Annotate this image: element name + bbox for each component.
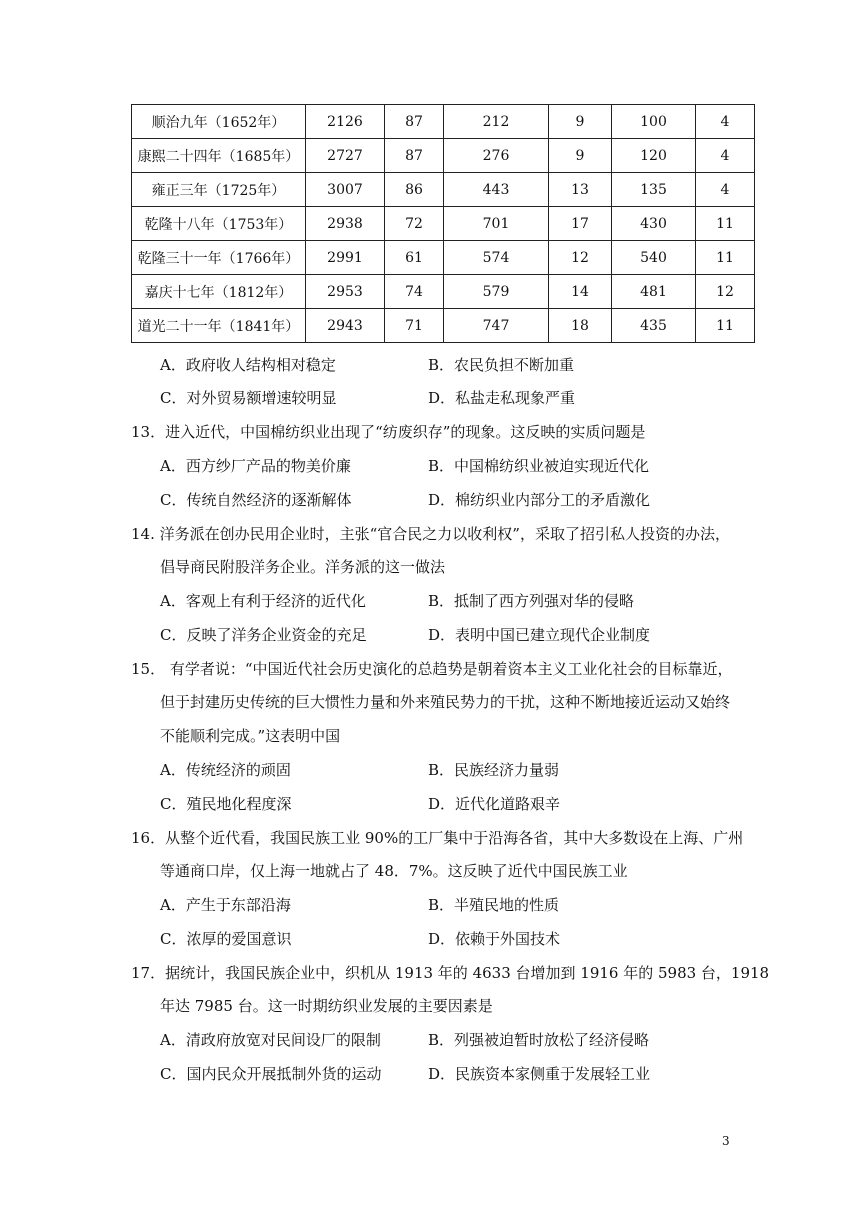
table-cell-period: 嘉庆十七年（1812年） [132,275,306,309]
table-cell-value: 747 [444,309,549,343]
q15-stem-line3: 不能顺利完成。”这表明中国 [160,727,341,745]
table-cell-value: 74 [385,275,444,309]
table-cell-value: 17 [549,207,612,241]
table-cell-value: 11 [696,207,755,241]
table-row [132,309,755,343]
q17-option-c[interactable]: C．国内民众开展抵制外货的运动 [160,1065,382,1083]
table-cell-value: 579 [444,275,549,309]
table-cell-value: 135 [612,173,696,207]
q14-stem-line1: 14. 洋务派在创办民用企业时，主张“官合民之力以收利权”，采取了招引私人投资的办法， [131,525,730,543]
table-cell-value: 61 [385,241,444,275]
table-row [132,207,755,241]
table-body [132,105,755,343]
q14-option-a[interactable]: A．客观上有利于经济的近代化 [160,592,366,610]
table-cell-value: 701 [444,207,549,241]
table-row [132,105,755,139]
q17-stem-line1: 17．据统计，我国民族企业中，织机从 1913 年的 4633 台增加到 1916 年的 5983 台，1918 [131,964,770,982]
table-cell-value: 2943 [306,309,385,343]
table-cell-value: 120 [612,139,696,173]
table-cell-value: 9 [549,139,612,173]
table-cell-period: 道光二十一年（1841年） [132,309,306,343]
table-row [132,139,755,173]
q12-option-c[interactable]: C．对外贸易额增速较明显 [160,389,337,407]
table-cell-value: 574 [444,241,549,275]
table-cell-value: 430 [612,207,696,241]
q15-stem-line2: 但于封建历史传统的巨大惯性力量和外来殖民势力的干扰，这种不断地接近运动又始终 [160,693,731,711]
table-cell-value: 435 [612,309,696,343]
table-cell-value: 2727 [306,139,385,173]
table-cell-period: 康熙二十四年（1685年） [132,139,306,173]
q12-option-b[interactable]: B．农民负担不断加重 [428,356,575,374]
q12-option-d[interactable]: D．私盐走私现象严重 [428,389,576,407]
page-number: 3 [722,1134,730,1148]
table-cell-value: 2938 [306,207,385,241]
q14-stem-line2: 倡导商民附股洋务企业。洋务派的这一做法 [160,558,446,576]
q16-stem-line1: 16．从整个近代看，我国民族工业 90%的工厂集中于沿海各省，其中大多数设在上海、广州 [131,829,744,847]
table-cell-value: 4 [696,173,755,207]
q13-option-d[interactable]: D．棉纺织业内部分工的矛盾激化 [428,491,651,509]
table-cell-value: 540 [612,241,696,275]
table-cell-value: 87 [385,139,444,173]
table-cell-value: 4 [696,105,755,139]
table-cell-value: 212 [444,105,549,139]
table-cell-value: 13 [549,173,612,207]
q16-stem-line2: 等通商口岸，仅上海一地就占了 48．7%。这反映了近代中国民族工业 [160,862,628,880]
q16-option-c[interactable]: C．浓厚的爱国意识 [160,930,292,948]
q13-option-b[interactable]: B．中国棉纺织业被迫实现近代化 [428,457,650,475]
q17-option-b[interactable]: B．列强被迫暂时放松了经济侵略 [428,1031,650,1049]
q14-option-b[interactable]: B．抵制了西方列强对华的侵略 [428,592,635,610]
table-cell-value: 481 [612,275,696,309]
table-cell-value: 18 [549,309,612,343]
table-cell-value: 71 [385,309,444,343]
table-cell-period: 乾隆十八年（1753年） [132,207,306,241]
q17-option-d[interactable]: D．民族资本家侧重于发展轻工业 [428,1065,651,1083]
table-cell-value: 276 [444,139,549,173]
q13-option-a[interactable]: A．西方纱厂产品的物美价廉 [160,457,351,475]
table-cell-value: 86 [385,173,444,207]
table-cell-value: 12 [696,275,755,309]
q16-option-a[interactable]: A．产生于东部沿海 [160,896,291,914]
table-cell-period: 雍正三年（1725年） [132,173,306,207]
table-cell-value: 14 [549,275,612,309]
tax-revenue-table [131,104,755,343]
table-cell-value: 3007 [306,173,385,207]
q15-option-b[interactable]: B．民族经济力量弱 [428,761,560,779]
table-cell-value: 100 [612,105,696,139]
table-cell-period: 顺治九年（1652年） [132,105,306,139]
q13-stem: 13．进入近代，中国棉纺织业出现了“纺废织存”的现象。这反映的实质问题是 [131,423,646,441]
table-cell-value: 72 [385,207,444,241]
table-row [132,275,755,309]
table-cell-value: 87 [385,105,444,139]
q15-option-a[interactable]: A．传统经济的顽固 [160,761,291,779]
table-row [132,173,755,207]
table-cell-value: 11 [696,309,755,343]
q14-option-d[interactable]: D．表明中国已建立现代企业制度 [428,626,651,644]
table-row [132,241,755,275]
q15-stem-line1: 15． 有学者说：“中国近代社会历史演化的总趋势是朝着资本主义工业化社会的目标靠近， [131,660,733,678]
table-cell-value: 2953 [306,275,385,309]
q15-option-c[interactable]: C．殖民地化程度深 [160,795,292,813]
q12-option-a[interactable]: A．政府收人结构相对稳定 [160,356,336,374]
q16-option-b[interactable]: B．半殖民地的性质 [428,896,560,914]
q15-option-d[interactable]: D．近代化道路艰辛 [428,795,561,813]
q13-option-c[interactable]: C．传统自然经济的逐渐解体 [160,491,352,509]
table-cell-value: 9 [549,105,612,139]
table-cell-value: 12 [549,241,612,275]
table-cell-value: 443 [444,173,549,207]
table-cell-value: 2991 [306,241,385,275]
table-cell-value: 4 [696,139,755,173]
table-cell-period: 乾隆三十一年（1766年） [132,241,306,275]
q16-option-d[interactable]: D．依赖于外国技术 [428,930,561,948]
q17-stem-line2: 年达 7985 台。这一时期纺织业发展的主要因素是 [160,997,493,1015]
q17-option-a[interactable]: A．清政府放宽对民间设厂的限制 [160,1031,381,1049]
q14-option-c[interactable]: C．反映了洋务企业资金的充足 [160,626,367,644]
table-cell-value: 11 [696,241,755,275]
table-cell-value: 2126 [306,105,385,139]
